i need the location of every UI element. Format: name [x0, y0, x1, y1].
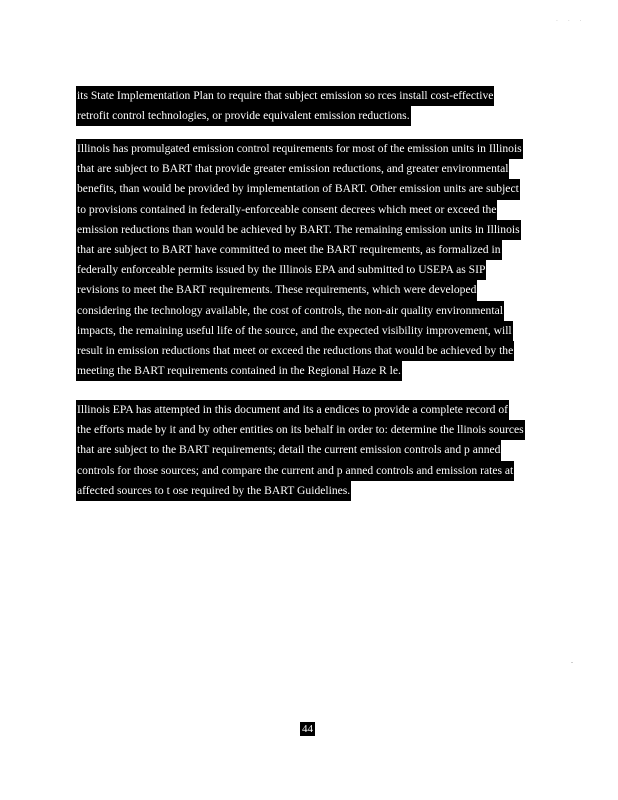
- paragraph-1: [76, 86, 494, 126]
- scan-artifact: . . .: [556, 16, 586, 23]
- text-line: benefits, than would be provided by implementation of BART. Other emission units are subject: [76, 179, 520, 199]
- paragraph-3: [76, 400, 525, 501]
- text-line: revisions to meet the BART requirements. These requirements, which were developed: [76, 280, 477, 300]
- text-line: emission reductions than would be achieved by BART. The remaining emission units in Illinois: [76, 220, 521, 240]
- paragraph-2: [76, 139, 523, 381]
- text-line: result in emission reductions that meet or exceed the reductions that would be achieved by the: [76, 341, 514, 361]
- text-line: the efforts made by it and by other entities on its behalf in order to: determine the llinois sources: [76, 420, 525, 440]
- text-line: to provisions contained in federally-enforceable consent decrees which meet or exceed the: [76, 200, 497, 220]
- text-line: controls for those sources; and compare the current and p anned controls and emission rates at: [76, 461, 514, 481]
- text-line: considering the technology available, the cost of controls, the non-air quality environmental: [76, 301, 504, 321]
- text-line: Illinois has promulgated emission control requirements for most of the emission units in Illinois: [76, 139, 523, 159]
- text-line: meeting the BART requirements contained in the Regional Haze R le.: [76, 361, 402, 381]
- text-line: retrofit control technologies, or provide equivalent emission reductions.: [76, 106, 411, 126]
- text-line: Illinois EPA has attempted in this document and its a endices to provide a complete record of: [76, 400, 509, 420]
- text-line: that are subject to BART that provide greater emission reductions, and greater environmental: [76, 159, 509, 179]
- text-line: affected sources to t ose required by the BART Guidelines.: [76, 481, 351, 501]
- scan-speck: [571, 662, 573, 663]
- text-line: its State Implementation Plan to require that subject emission so rces install cost-effective: [76, 86, 494, 106]
- text-line: impacts, the remaining useful life of the source, and the expected visibility improvement, will: [76, 321, 513, 341]
- text-line: that are subject to the BART requirements; detail the current emission controls and p anned: [76, 440, 501, 460]
- text-line: federally enforceable permits issued by the Illinois EPA and submitted to USEPA as SIP: [76, 260, 486, 280]
- text-line: that are subject to BART have committed to meet the BART requirements, as formalized in: [76, 240, 502, 260]
- page-number: 44: [302, 723, 313, 735]
